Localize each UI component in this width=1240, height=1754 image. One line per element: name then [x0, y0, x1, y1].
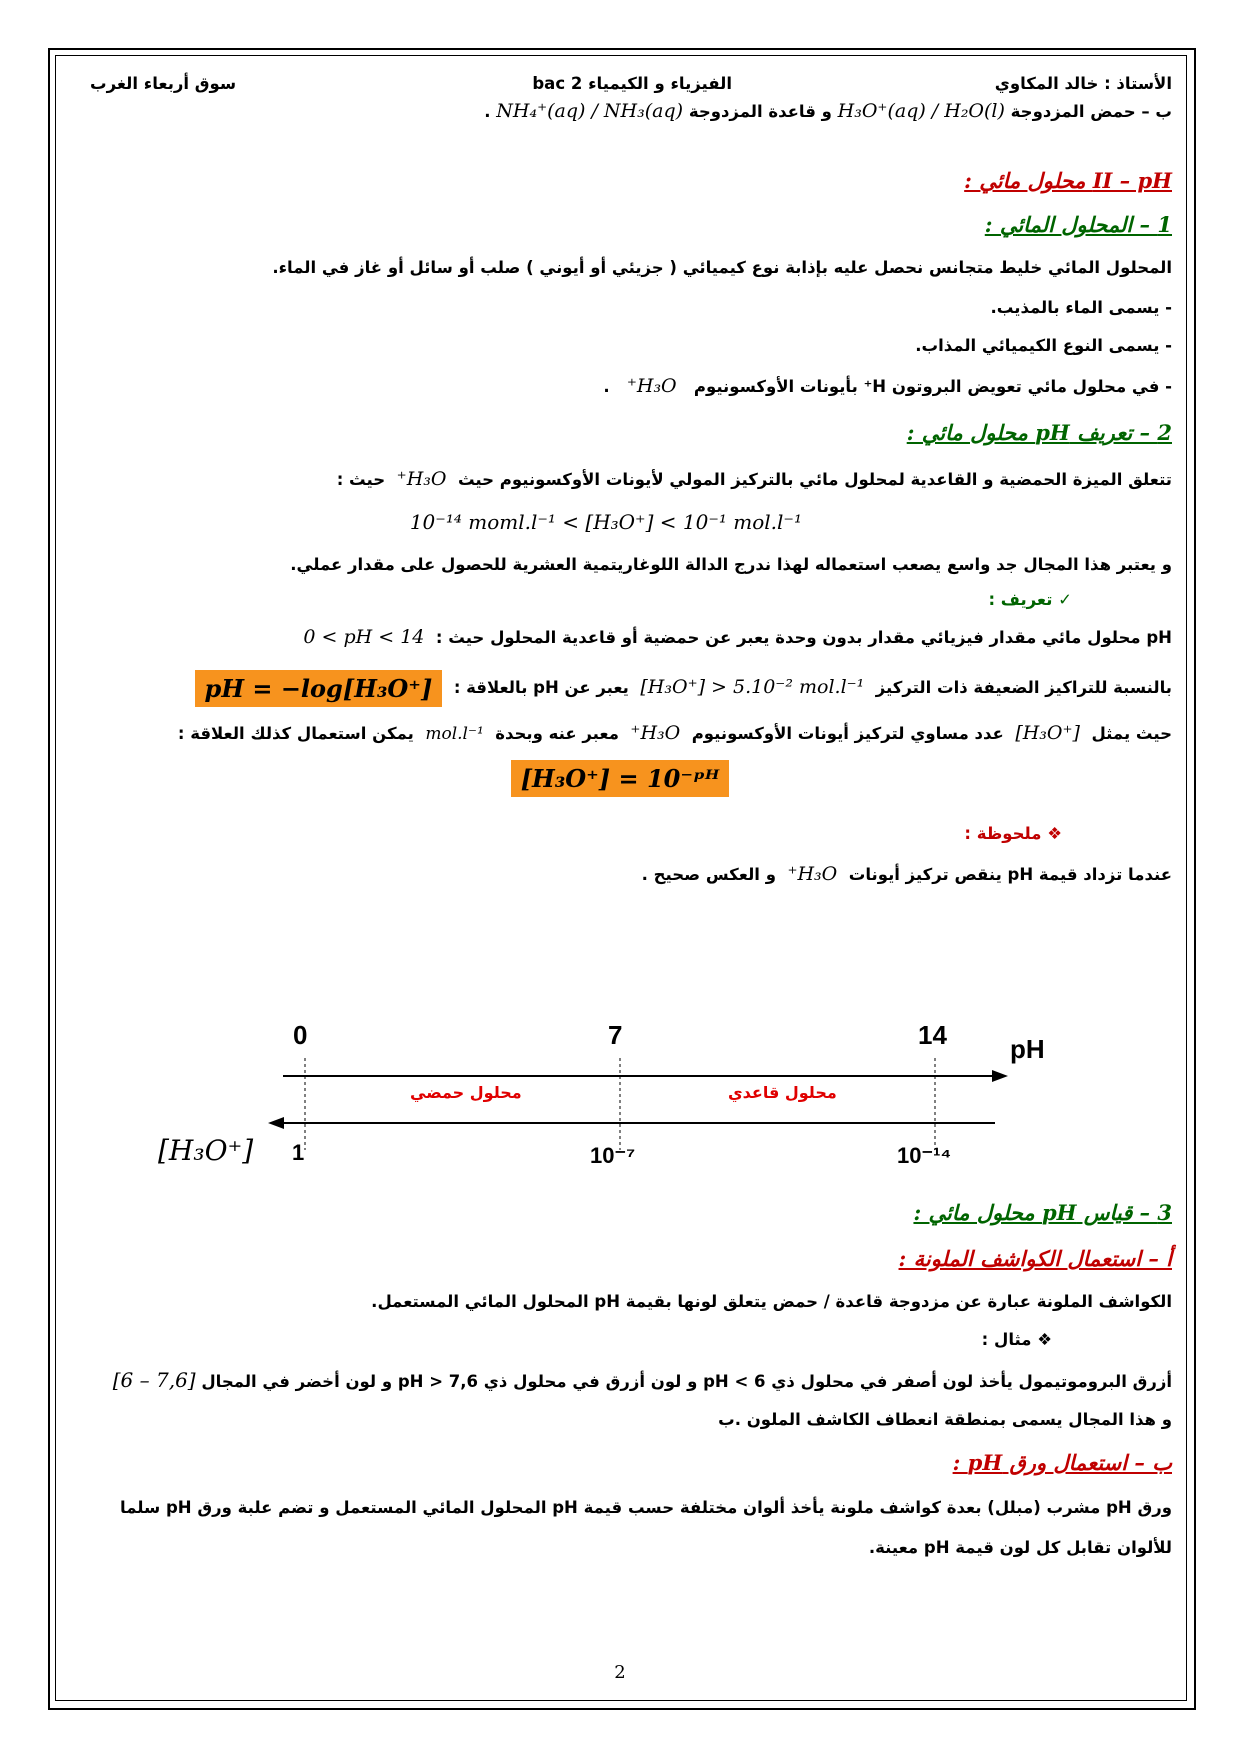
formula-2-container	[68, 760, 1172, 797]
basic-solution-label: محلول قاعدي	[728, 1083, 837, 1102]
weak-concentration-condition: [H₃O⁺] > 5.10⁻² mol.l⁻¹	[640, 676, 865, 698]
subsection-3-title: 3 – قياس pH محلول مائي :	[913, 1200, 1172, 1225]
indicators-paragraph-1: الكواشف الملونة عبارة عن مزدوجة قاعدة / حمض يتعلق لونها بقيمة pH المحلول المائي المستعمل.	[371, 1292, 1172, 1311]
ph-axis-label: pH	[1010, 1034, 1045, 1064]
turning-zone-interval: [6 – 7,6]	[112, 1368, 196, 1392]
conc-label-1e-14: 10⁻¹⁴	[897, 1143, 952, 1168]
subsection-1-title: 1 – المحلول المائي :	[984, 212, 1172, 237]
header-subject: الفيزياء و الكيمياء 2 bac	[532, 74, 732, 93]
example-label: ❖ مثال :	[981, 1330, 1052, 1349]
definition-text: pH محلول مائي مقدار فيزيائي مقدار بدون وحدة يعبر عن حمضية أو قاعدية المحلول حيث : 0 < pH < 14	[303, 626, 1172, 648]
tick-label-0: 0	[293, 1020, 308, 1050]
sub1-paragraph-3: - يسمى النوع الكيميائي المذاب.	[915, 336, 1172, 355]
conc-axis-label: [H₃O⁺]	[158, 1134, 254, 1167]
sub2-paragraph-2: و يعتبر هذا المجال جد واسع يصعب استعماله لهذا ندرج الدالة اللوغاريتمية العشرية للحصول على مقدار عملي.	[290, 555, 1172, 574]
sub1-paragraph-2: - يسمى الماء بالمذيب.	[990, 298, 1172, 317]
concentration-range: 10⁻¹⁴ moml.l⁻¹ < [H₃O⁺] < 10⁻¹ mol.l⁻¹	[409, 510, 802, 534]
header-teacher: الأستاذ : خالد المكاوي	[994, 74, 1172, 93]
page-number: 2	[614, 1662, 626, 1683]
note-text: عندما تزداد قيمة pH ينقص تركيز أيونات H₃O⁺ و العكس صحيح .	[641, 863, 1172, 885]
acidic-solution-label: محلول حمضي	[410, 1083, 522, 1102]
ph-paper-title: ب – استعمال ورق pH :	[952, 1450, 1172, 1475]
acid-pair-formula: NH₄⁺(aq) / NH₃(aq)	[496, 100, 684, 122]
ph-paper-paragraph-1: ورق pH مشرب (مبلل) بعدة كواشف ملونة يأخذ ألوان مختلفة حسب قيمة pH المحلول المائي المستعمل و تضم علبة ورق pH سلما	[120, 1498, 1172, 1517]
oxonium-power-formula: [H₃O⁺] = 10⁻ᵖᴴ	[511, 760, 730, 797]
tick-label-7: 7	[608, 1020, 623, 1050]
indicators-paragraph-3: و هذا المجال يسمى بمنطقة انعطاف الكاشف الملون .ب	[718, 1410, 1172, 1429]
oxonium-formula: H₃O⁺	[626, 375, 677, 397]
indicators-title: أ – استعمال الكواشف الملونة :	[898, 1246, 1172, 1271]
sub2-paragraph-1: تتعلق الميزة الحمضية و القاعدية لمحلول مائي بالتركيز المولي لأيونات الأوكسونيوم حيث H₃O⁺ حيث :	[336, 468, 1172, 490]
ph-paper-paragraph-2: للألوان تقابل كل لون قيمة pH معينة.	[868, 1538, 1172, 1557]
sub1-paragraph-4: - في محلول مائي تعويض البروتون H⁺ بأيونات الأوكسونيوم H₃O⁺ .	[603, 375, 1172, 397]
top-line: ب – حمض المزدوجة H₃O⁺(aq) / H₂O(l) و قاعدة المزدوجة NH₄⁺(aq) / NH₃(aq) .	[484, 100, 1172, 122]
relation-line: بالنسبة للتراكيز الضعيفة ذات التركيز [H₃O⁺] > 5.10⁻² mol.l⁻¹ يعبر عن pH بالعلاقة : pH = −log[H₃O⁺]	[68, 670, 1172, 707]
section-title-ph: II – pH محلول مائي :	[964, 168, 1172, 193]
conc-label-1e-7: 10⁻⁷	[590, 1143, 636, 1168]
header-location: سوق أربعاء الغرب	[90, 74, 237, 93]
where-line: حيث يمثل [H₃O⁺] عدد مساوي لتركيز أيونات الأوكسونيوم H₃O⁺ معبر عنه وبحدة mol.l⁻¹ يمكن استعمال كذلك العلاقة :	[177, 722, 1172, 744]
subsection-2-title: 2 – تعريف pH محلول مائي :	[906, 420, 1172, 445]
indicators-paragraph-2: أزرق البروموتيمول يأخذ لون أصفر في محلول ذي pH < 6 و لون أزرق في محلول ذي pH > 7,6 و لون أخضر في المجال [6 – 7,6]	[112, 1368, 1172, 1392]
note-label: ❖ ملحوظة :	[964, 824, 1062, 843]
conc-label-1: 1	[292, 1140, 305, 1165]
base-pair-formula: H₃O⁺(aq) / H₂O(l)	[837, 100, 1005, 122]
definition-label: ✓ تعريف :	[988, 590, 1072, 609]
sub1-paragraph-1: المحلول المائي خليط متجانس نحصل عليه بإذابة نوع كيميائي ( جزيئي أو أيوني ) صلب أو سائل أو غاز في الماء.	[272, 258, 1172, 277]
ph-log-formula: pH = −log[H₃O⁺]	[195, 670, 443, 707]
ph-range: 0 < pH < 14	[303, 626, 425, 648]
tick-label-14: 14	[918, 1020, 947, 1050]
